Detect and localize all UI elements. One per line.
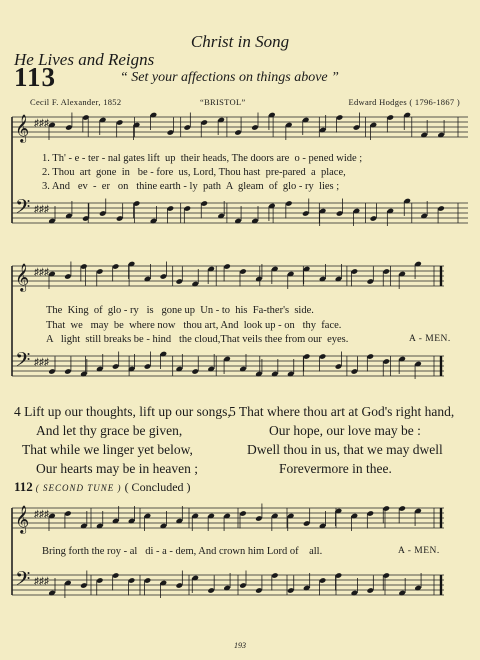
stanza-line: Dwell thou in us, that we may dwell [247, 442, 443, 457]
lyric-line: 2. Thou art gone in be - fore us, Lord, Thou hast pre-pared a place, [42, 167, 346, 178]
stanza-line: And let thy grace be given, [36, 423, 183, 438]
lyric-line: 1. Th' - e - ter - nal gates lift up their heads, The doors are o - pened wide ; [42, 153, 363, 164]
lyric-line: That we may be where now thou art, And look up - on thy face. [46, 320, 342, 331]
running-title: Christ in Song [190, 32, 290, 51]
concluded-heading [14, 479, 191, 495]
hymn-motto: “ Set your affections on things above ” [120, 70, 339, 85]
tune-name: “BRISTOL” [200, 97, 246, 107]
lyric-line: A light still breaks be - hind the cloud,That veils thee from our eyes. [46, 334, 349, 345]
svg-text:♯♯♯: ♯♯♯ [34, 509, 49, 520]
amen-label: A - MEN. [398, 546, 440, 556]
treble-clef-icon: 𝄞 [15, 505, 30, 533]
lyric-line: The King of glo - ry is gone up Un - to his Fa-ther's side. [46, 305, 314, 316]
stanza-line: 5 That where thou art at God's right hand, [229, 404, 455, 419]
lyric-line: 3. And ev - er on thine earth - ly path A gleam of glo - ry lies ; [42, 181, 340, 192]
amen-label: A - MEN. [409, 334, 451, 344]
author-credit: Cecil F. Alexander, 1852 [30, 97, 122, 107]
lyric-line: Bring forth the roy - al di - a - dem, And crown him Lord of all. [42, 546, 323, 557]
svg-text:♯♯♯: ♯♯♯ [34, 204, 49, 215]
svg-text:♯♯♯: ♯♯♯ [34, 357, 49, 368]
svg-text:♯♯♯: ♯♯♯ [34, 576, 49, 587]
svg-text:♯♯♯: ♯♯♯ [34, 118, 49, 129]
page-number: 193 [234, 641, 246, 650]
concluded-label: ( Concluded ) [124, 480, 191, 494]
concluded-number: 112 [14, 479, 33, 494]
bass-clef-icon: 𝄢 [15, 567, 31, 595]
stanza-line: Our hope, our love may be : [269, 423, 421, 438]
stanza-line: Forevermore in thee. [279, 461, 392, 476]
composer-credit: Edward Hodges ( 1796-1867 ) [348, 97, 460, 107]
stanza-4 [14, 402, 231, 478]
treble-clef-icon: 𝄞 [15, 114, 30, 142]
treble-clef-icon: 𝄞 [15, 263, 30, 291]
hymn-number: 113 [14, 62, 57, 92]
second-tune-label: ( SECOND TUNE ) [35, 483, 122, 493]
stanza-line: 4 Lift up our thoughts, lift up our songs, [14, 404, 231, 419]
bass-clef-icon: 𝄢 [15, 348, 31, 376]
stanza-5 [229, 402, 454, 478]
section-title: He Lives and Reigns [14, 50, 155, 69]
svg-text:♯♯♯: ♯♯♯ [34, 267, 49, 278]
stanza-line: Our hearts may be in heaven ; [36, 461, 198, 476]
stanza-line: That while we linger yet below, [22, 442, 193, 457]
bass-clef-icon: 𝄢 [15, 195, 31, 223]
